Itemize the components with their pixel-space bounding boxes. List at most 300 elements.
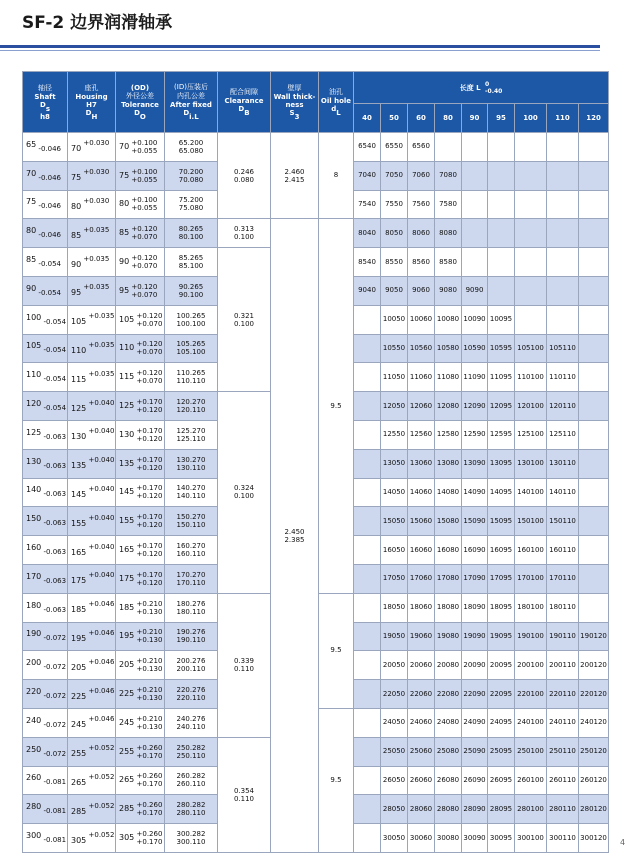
od-tolerance-cell: 110 +0.120 +0.070 — [116, 334, 165, 363]
length-part-number-cell — [547, 161, 579, 190]
length-part-number-cell: 13080 — [435, 449, 462, 478]
length-part-number-cell: 130110 — [547, 449, 579, 478]
length-part-number-cell: 16080 — [435, 536, 462, 565]
length-part-number-cell: 280110 — [547, 795, 579, 824]
clearance-cell: 0.339 0.110 — [218, 593, 271, 737]
length-part-number-cell: 24080 — [435, 708, 462, 737]
shaft-cell: 70 -0.046 — [23, 161, 68, 190]
length-part-number-cell: 10560 — [408, 334, 435, 363]
length-part-number-cell: 28080 — [435, 795, 462, 824]
od-tolerance-cell: 105 +0.120 +0.070 — [116, 305, 165, 334]
length-part-number-cell: 130100 — [515, 449, 547, 478]
length-part-number-cell — [547, 190, 579, 219]
length-part-number-cell — [515, 305, 547, 334]
length-part-number-cell — [354, 651, 381, 680]
id-tolerance-cell: 240.276 240.110 — [165, 708, 218, 737]
length-part-number-cell: 14095 — [488, 478, 515, 507]
length-part-number-cell: 16090 — [462, 536, 488, 565]
length-part-number-cell: 300100 — [515, 824, 547, 853]
housing-cell: 265 +0.052 — [68, 766, 116, 795]
length-part-number-cell — [579, 276, 609, 305]
length-part-number-cell: 13090 — [462, 449, 488, 478]
id-tolerance-cell: 250.282 250.110 — [165, 737, 218, 766]
shaft-cell: 180 -0.063 — [23, 593, 68, 622]
length-part-number-cell — [354, 593, 381, 622]
length-part-number-cell — [579, 363, 609, 392]
length-part-number-cell: 15080 — [435, 507, 462, 536]
length-part-number-cell — [354, 536, 381, 565]
id-tolerance-cell: 75.200 75.080 — [165, 190, 218, 219]
housing-cell: 255 +0.052 — [68, 737, 116, 766]
length-part-number-cell — [579, 161, 609, 190]
length-part-number-cell: 24060 — [408, 708, 435, 737]
length-part-number-cell: 8050 — [381, 219, 408, 248]
id-tolerance-cell: 80.265 80.100 — [165, 219, 218, 248]
od-tolerance-cell: 75 +0.100 +0.055 — [116, 161, 165, 190]
housing-cell: 130 +0.040 — [68, 420, 116, 449]
length-part-number-cell: 20095 — [488, 651, 515, 680]
length-part-number-cell: 300110 — [547, 824, 579, 853]
housing-cell: 205 +0.046 — [68, 651, 116, 680]
length-part-number-cell: 220100 — [515, 680, 547, 709]
length-part-number-cell — [579, 478, 609, 507]
oil-hole-cell: 8 — [319, 133, 354, 219]
od-tolerance-cell: 145 +0.170 +0.120 — [116, 478, 165, 507]
length-part-number-cell — [515, 133, 547, 162]
length-part-number-cell: 20050 — [381, 651, 408, 680]
housing-cell: 175 +0.040 — [68, 564, 116, 593]
od-tolerance-cell: 195 +0.210 +0.130 — [116, 622, 165, 651]
od-tolerance-cell: 205 +0.210 +0.130 — [116, 651, 165, 680]
od-tolerance-cell: 165 +0.170 +0.120 — [116, 536, 165, 565]
length-part-number-cell: 110100 — [515, 363, 547, 392]
length-part-number-cell: 28060 — [408, 795, 435, 824]
od-tolerance-cell: 115 +0.120 +0.070 — [116, 363, 165, 392]
length-part-number-cell: 9080 — [435, 276, 462, 305]
length-part-number-cell — [579, 133, 609, 162]
length-part-number-cell: 150110 — [547, 507, 579, 536]
length-part-number-cell: 10090 — [462, 305, 488, 334]
length-part-number-cell — [579, 507, 609, 536]
length-part-number-cell: 250100 — [515, 737, 547, 766]
title-rule-thin — [0, 50, 600, 51]
length-part-number-cell: 30090 — [462, 824, 488, 853]
housing-cell: 245 +0.046 — [68, 708, 116, 737]
od-tolerance-cell: 255 +0.260 +0.170 — [116, 737, 165, 766]
shaft-cell: 65 -0.046 — [23, 133, 68, 162]
length-part-number-cell — [515, 276, 547, 305]
length-part-number-cell: 22090 — [462, 680, 488, 709]
id-tolerance-cell: 300.282 300.110 — [165, 824, 218, 853]
length-part-number-cell: 260120 — [579, 766, 609, 795]
length-part-number-cell: 125100 — [515, 420, 547, 449]
length-part-number-cell — [354, 766, 381, 795]
length-part-number-cell: 9090 — [462, 276, 488, 305]
length-part-number-cell: 12060 — [408, 392, 435, 421]
id-tolerance-cell: 180.276 180.110 — [165, 593, 218, 622]
col-header-housing: 座孔 Housing H7 DH — [68, 72, 116, 133]
length-part-number-cell: 220120 — [579, 680, 609, 709]
length-part-number-cell — [354, 363, 381, 392]
length-header-cell: 110 — [547, 104, 579, 133]
shaft-cell: 220 -0.072 — [23, 680, 68, 709]
length-part-number-cell — [579, 420, 609, 449]
length-part-number-cell: 8040 — [354, 219, 381, 248]
length-part-number-cell: 160110 — [547, 536, 579, 565]
length-part-number-cell — [354, 420, 381, 449]
length-part-number-cell — [354, 737, 381, 766]
length-part-number-cell — [515, 190, 547, 219]
length-part-number-cell — [354, 392, 381, 421]
length-part-number-cell: 240120 — [579, 708, 609, 737]
length-part-number-cell: 170100 — [515, 564, 547, 593]
id-tolerance-cell: 120.270 120.110 — [165, 392, 218, 421]
length-part-number-cell: 26090 — [462, 766, 488, 795]
od-tolerance-cell: 85 +0.120 +0.070 — [116, 219, 165, 248]
length-part-number-cell — [488, 276, 515, 305]
length-part-number-cell: 30080 — [435, 824, 462, 853]
length-part-number-cell: 105100 — [515, 334, 547, 363]
length-header-cell: 90 — [462, 104, 488, 133]
length-part-number-cell — [579, 564, 609, 593]
length-part-number-cell: 16050 — [381, 536, 408, 565]
length-part-number-cell: 7540 — [354, 190, 381, 219]
length-part-number-cell: 28090 — [462, 795, 488, 824]
length-part-number-cell: 19090 — [462, 622, 488, 651]
length-part-number-cell: 11060 — [408, 363, 435, 392]
length-header-cell: 120 — [579, 104, 609, 133]
length-part-number-cell: 18090 — [462, 593, 488, 622]
id-tolerance-cell: 125.270 125.110 — [165, 420, 218, 449]
oil-hole-cell: 9.5 — [319, 593, 354, 708]
length-part-number-cell: 140110 — [547, 478, 579, 507]
length-part-number-cell — [354, 708, 381, 737]
length-part-number-cell: 7560 — [408, 190, 435, 219]
col-header-od: (OD) 外径公差 Tolerance DO — [116, 72, 165, 133]
length-part-number-cell — [354, 449, 381, 478]
length-part-number-cell: 26060 — [408, 766, 435, 795]
length-part-number-cell — [354, 564, 381, 593]
length-part-number-cell: 14090 — [462, 478, 488, 507]
length-part-number-cell: 15050 — [381, 507, 408, 536]
length-part-number-cell: 20080 — [435, 651, 462, 680]
shaft-cell: 160 -0.063 — [23, 536, 68, 565]
length-part-number-cell — [547, 305, 579, 334]
length-part-number-cell: 30095 — [488, 824, 515, 853]
id-tolerance-cell: 100.265 100.100 — [165, 305, 218, 334]
length-part-number-cell: 25050 — [381, 737, 408, 766]
id-tolerance-cell: 280.282 280.110 — [165, 795, 218, 824]
length-part-number-cell: 7580 — [435, 190, 462, 219]
length-part-number-cell: 19095 — [488, 622, 515, 651]
length-part-number-cell: 8540 — [354, 248, 381, 277]
length-part-number-cell: 22080 — [435, 680, 462, 709]
length-part-number-cell — [462, 161, 488, 190]
length-part-number-cell: 14050 — [381, 478, 408, 507]
length-part-number-cell — [488, 248, 515, 277]
shaft-cell: 260 -0.081 — [23, 766, 68, 795]
length-part-number-cell: 16095 — [488, 536, 515, 565]
length-part-number-cell: 17095 — [488, 564, 515, 593]
length-part-number-cell: 280100 — [515, 795, 547, 824]
length-part-number-cell: 120110 — [547, 392, 579, 421]
length-part-number-cell: 9050 — [381, 276, 408, 305]
id-tolerance-cell: 160.270 160.110 — [165, 536, 218, 565]
housing-cell: 80 +0.030 — [68, 190, 116, 219]
shaft-cell: 105 -0.054 — [23, 334, 68, 363]
length-part-number-cell: 150100 — [515, 507, 547, 536]
length-part-number-cell — [354, 305, 381, 334]
length-part-number-cell: 8060 — [408, 219, 435, 248]
length-part-number-cell: 30060 — [408, 824, 435, 853]
length-part-number-cell: 13050 — [381, 449, 408, 478]
length-part-number-cell: 10060 — [408, 305, 435, 334]
length-part-number-cell: 10595 — [488, 334, 515, 363]
od-tolerance-cell: 285 +0.260 +0.170 — [116, 795, 165, 824]
length-part-number-cell: 22095 — [488, 680, 515, 709]
shaft-cell: 280 -0.081 — [23, 795, 68, 824]
length-part-number-cell — [462, 219, 488, 248]
length-part-number-cell: 28050 — [381, 795, 408, 824]
id-tolerance-cell: 70.200 70.080 — [165, 161, 218, 190]
length-part-number-cell — [354, 478, 381, 507]
length-part-number-cell: 19060 — [408, 622, 435, 651]
length-part-number-cell — [579, 449, 609, 478]
shaft-cell: 120 -0.054 — [23, 392, 68, 421]
length-part-number-cell: 18080 — [435, 593, 462, 622]
length-part-number-cell: 17060 — [408, 564, 435, 593]
od-tolerance-cell: 245 +0.210 +0.130 — [116, 708, 165, 737]
length-header-cell: 40 — [354, 104, 381, 133]
length-part-number-cell: 18060 — [408, 593, 435, 622]
length-part-number-cell: 13060 — [408, 449, 435, 478]
length-part-number-cell: 24050 — [381, 708, 408, 737]
length-header-cell: 100 — [515, 104, 547, 133]
length-part-number-cell: 7040 — [354, 161, 381, 190]
length-part-number-cell — [488, 219, 515, 248]
housing-cell: 145 +0.040 — [68, 478, 116, 507]
length-part-number-cell: 11080 — [435, 363, 462, 392]
length-part-number-cell — [462, 248, 488, 277]
length-part-number-cell: 25095 — [488, 737, 515, 766]
shaft-cell: 85 -0.054 — [23, 248, 68, 277]
shaft-cell: 300 -0.081 — [23, 824, 68, 853]
id-tolerance-cell: 190.276 190.110 — [165, 622, 218, 651]
length-part-number-cell — [462, 133, 488, 162]
od-tolerance-cell: 130 +0.170 +0.120 — [116, 420, 165, 449]
length-header-cell: 80 — [435, 104, 462, 133]
length-part-number-cell: 105110 — [547, 334, 579, 363]
length-part-number-cell — [579, 392, 609, 421]
length-part-number-cell: 14080 — [435, 478, 462, 507]
od-tolerance-cell: 80 +0.100 +0.055 — [116, 190, 165, 219]
housing-cell: 85 +0.035 — [68, 219, 116, 248]
length-part-number-cell: 7550 — [381, 190, 408, 219]
length-part-number-cell — [354, 334, 381, 363]
id-tolerance-cell: 260.282 260.110 — [165, 766, 218, 795]
length-part-number-cell: 17090 — [462, 564, 488, 593]
id-tolerance-cell: 105.265 105.100 — [165, 334, 218, 363]
length-part-number-cell: 6560 — [408, 133, 435, 162]
length-part-number-cell: 160100 — [515, 536, 547, 565]
od-tolerance-cell: 225 +0.210 +0.130 — [116, 680, 165, 709]
shaft-cell: 80 -0.046 — [23, 219, 68, 248]
length-part-number-cell: 22050 — [381, 680, 408, 709]
length-part-number-cell: 180100 — [515, 593, 547, 622]
length-part-number-cell: 19080 — [435, 622, 462, 651]
length-part-number-cell: 15090 — [462, 507, 488, 536]
length-part-number-cell: 6540 — [354, 133, 381, 162]
length-part-number-cell: 30050 — [381, 824, 408, 853]
length-part-number-cell: 14060 — [408, 478, 435, 507]
od-tolerance-cell: 305 +0.260 +0.170 — [116, 824, 165, 853]
clearance-cell: 0.321 0.100 — [218, 248, 271, 392]
length-part-number-cell: 190100 — [515, 622, 547, 651]
od-tolerance-cell: 175 +0.170 +0.120 — [116, 564, 165, 593]
length-part-number-cell: 10550 — [381, 334, 408, 363]
id-tolerance-cell: 85.265 85.100 — [165, 248, 218, 277]
length-part-number-cell: 6550 — [381, 133, 408, 162]
length-part-number-cell: 300120 — [579, 824, 609, 853]
table-body — [23, 133, 609, 853]
length-part-number-cell: 250120 — [579, 737, 609, 766]
shaft-cell: 250 -0.072 — [23, 737, 68, 766]
length-part-number-cell: 17080 — [435, 564, 462, 593]
housing-cell: 225 +0.046 — [68, 680, 116, 709]
length-part-number-cell: 26080 — [435, 766, 462, 795]
clearance-cell: 0.354 0.110 — [218, 737, 271, 852]
housing-cell: 105 +0.035 — [68, 305, 116, 334]
od-tolerance-cell: 155 +0.170 +0.120 — [116, 507, 165, 536]
length-part-number-cell: 25080 — [435, 737, 462, 766]
col-header-oil-hole: 油孔 Oil hole dL — [319, 72, 354, 133]
length-part-number-cell: 26050 — [381, 766, 408, 795]
length-part-number-cell: 125110 — [547, 420, 579, 449]
length-part-number-cell — [579, 190, 609, 219]
length-part-number-cell: 180110 — [547, 593, 579, 622]
length-part-number-cell: 200100 — [515, 651, 547, 680]
length-part-number-cell — [515, 219, 547, 248]
length-part-number-cell — [579, 305, 609, 334]
od-tolerance-cell: 265 +0.260 +0.170 — [116, 766, 165, 795]
length-part-number-cell: 260100 — [515, 766, 547, 795]
length-part-number-cell — [354, 622, 381, 651]
length-part-number-cell: 12560 — [408, 420, 435, 449]
shaft-cell: 100 -0.054 — [23, 305, 68, 334]
length-part-number-cell: 24090 — [462, 708, 488, 737]
length-part-number-cell — [354, 680, 381, 709]
shaft-cell: 240 -0.072 — [23, 708, 68, 737]
od-tolerance-cell: 95 +0.120 +0.070 — [116, 276, 165, 305]
col-header-clearance: 配合间隙 Clearance DB — [218, 72, 271, 133]
length-part-number-cell: 18050 — [381, 593, 408, 622]
shaft-cell: 190 -0.072 — [23, 622, 68, 651]
od-tolerance-cell: 70 +0.100 +0.055 — [116, 133, 165, 162]
length-part-number-cell: 15060 — [408, 507, 435, 536]
length-part-number-cell: 12080 — [435, 392, 462, 421]
length-part-number-cell: 24095 — [488, 708, 515, 737]
length-part-number-cell: 10095 — [488, 305, 515, 334]
length-part-number-cell: 22060 — [408, 680, 435, 709]
id-tolerance-cell: 65.200 65.080 — [165, 133, 218, 162]
col-header-length: 长度 L 0 -0.40 — [354, 72, 609, 104]
length-part-number-cell: 10080 — [435, 305, 462, 334]
id-tolerance-cell: 170.270 170.110 — [165, 564, 218, 593]
length-part-number-cell: 12580 — [435, 420, 462, 449]
length-part-number-cell: 170110 — [547, 564, 579, 593]
length-part-number-cell — [579, 219, 609, 248]
housing-cell: 115 +0.035 — [68, 363, 116, 392]
length-part-number-cell: 8560 — [408, 248, 435, 277]
length-part-number-cell: 17050 — [381, 564, 408, 593]
length-part-number-cell — [547, 248, 579, 277]
length-part-number-cell: 190110 — [547, 622, 579, 651]
oil-hole-cell: 9.5 — [319, 708, 354, 852]
title-rule — [0, 45, 600, 48]
length-part-number-cell: 8080 — [435, 219, 462, 248]
length-part-number-cell: 190120 — [579, 622, 609, 651]
housing-cell: 135 +0.040 — [68, 449, 116, 478]
shaft-cell: 200 -0.072 — [23, 651, 68, 680]
length-part-number-cell — [579, 593, 609, 622]
length-part-number-cell: 26095 — [488, 766, 515, 795]
shaft-cell: 75 -0.046 — [23, 190, 68, 219]
shaft-cell: 125 -0.063 — [23, 420, 68, 449]
shaft-cell: 90 -0.054 — [23, 276, 68, 305]
id-tolerance-cell: 220.276 220.110 — [165, 680, 218, 709]
shaft-cell: 110 -0.054 — [23, 363, 68, 392]
length-header-cell: 50 — [381, 104, 408, 133]
length-part-number-cell: 11095 — [488, 363, 515, 392]
length-part-number-cell — [579, 536, 609, 565]
id-tolerance-cell: 130.270 130.110 — [165, 449, 218, 478]
od-tolerance-cell: 135 +0.170 +0.120 — [116, 449, 165, 478]
length-part-number-cell — [354, 507, 381, 536]
table-row — [23, 133, 609, 162]
length-part-number-cell: 15095 — [488, 507, 515, 536]
length-part-number-cell: 110110 — [547, 363, 579, 392]
length-part-number-cell: 13095 — [488, 449, 515, 478]
length-part-number-cell: 220110 — [547, 680, 579, 709]
length-part-number-cell: 7050 — [381, 161, 408, 190]
length-part-number-cell: 8580 — [435, 248, 462, 277]
length-part-number-cell — [354, 795, 381, 824]
length-part-number-cell — [462, 190, 488, 219]
housing-cell: 125 +0.040 — [68, 392, 116, 421]
id-tolerance-cell: 200.276 200.110 — [165, 651, 218, 680]
housing-cell: 110 +0.035 — [68, 334, 116, 363]
length-part-number-cell — [435, 133, 462, 162]
id-tolerance-cell: 150.270 150.110 — [165, 507, 218, 536]
housing-cell: 155 +0.040 — [68, 507, 116, 536]
length-part-number-cell: 10050 — [381, 305, 408, 334]
length-part-number-cell — [579, 334, 609, 363]
length-part-number-cell: 280120 — [579, 795, 609, 824]
oil-hole-cell: 9.5 — [319, 219, 354, 593]
length-part-number-cell: 12590 — [462, 420, 488, 449]
length-part-number-cell: 7080 — [435, 161, 462, 190]
id-tolerance-cell: 110.265 110.110 — [165, 363, 218, 392]
header-row-1 — [23, 72, 609, 104]
length-part-number-cell: 20060 — [408, 651, 435, 680]
length-part-number-cell: 11050 — [381, 363, 408, 392]
length-part-number-cell: 19050 — [381, 622, 408, 651]
col-header-wall: 壁厚 Wall thick- ness S3 — [271, 72, 319, 133]
length-part-number-cell — [515, 248, 547, 277]
od-tolerance-cell: 125 +0.170 +0.120 — [116, 392, 165, 421]
housing-cell: 185 +0.046 — [68, 593, 116, 622]
table-row — [23, 219, 609, 248]
